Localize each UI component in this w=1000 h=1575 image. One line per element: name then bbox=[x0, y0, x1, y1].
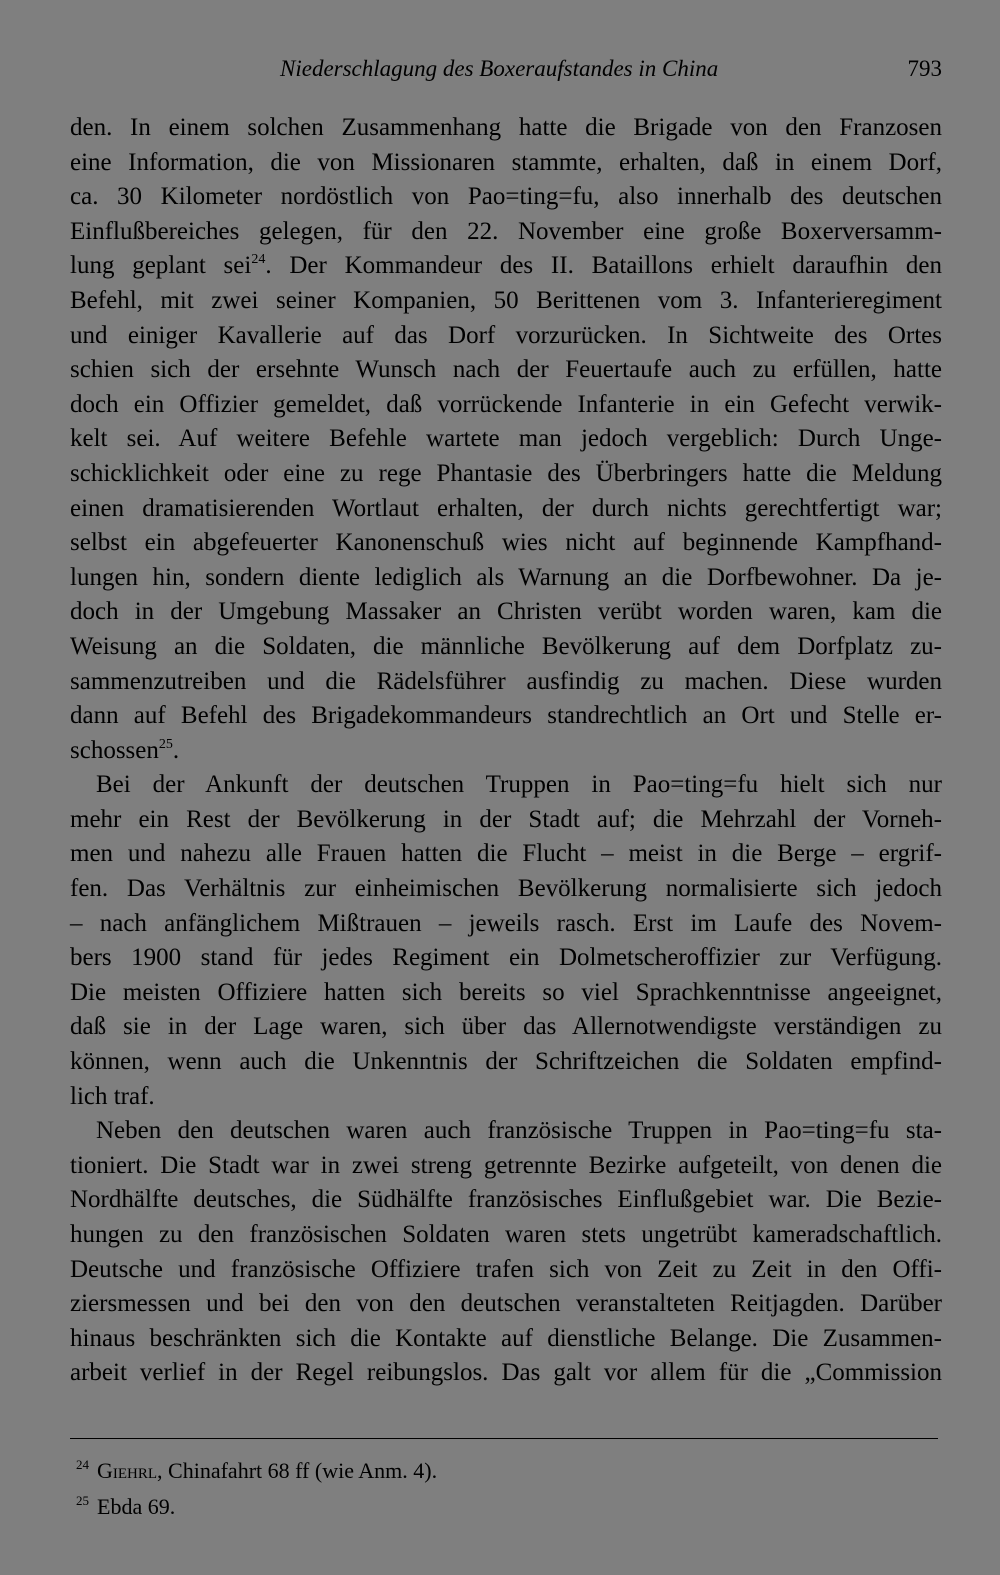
text-line: Neben den deutschen waren auch französische Truppen in Pao=ting=fu sta- bbox=[96, 1117, 942, 1145]
text-line: den. In einem solchen Zusammenhang hatte die Brigade von den Franzosen bbox=[70, 114, 942, 141]
text-line: doch ein Offizier gemeldet, daß vorrückende Infanterie in ein Gefecht verwik- bbox=[70, 390, 942, 418]
text-line: ziersmessen und bei den von den deutschen veranstalteten Reitjagden. Darüber bbox=[70, 1290, 942, 1318]
footnotes bbox=[76, 1450, 936, 1522]
footnote-text: , Chinafahrt 68 ff (wie Anm. 4). bbox=[157, 1458, 438, 1483]
text-line: schien sich der ersehnte Wunsch nach der Feuertaufe auch zu erfüllen, hatte bbox=[70, 356, 942, 384]
running-title: Niederschlagung des Boxeraufstandes in China bbox=[280, 56, 719, 81]
footnote bbox=[76, 1450, 936, 1486]
text-line: bers 1900 stand für jedes Regiment ein Dolmetscheroffizier zur Verfügung. bbox=[70, 944, 942, 972]
page-number: 793 bbox=[907, 56, 942, 81]
text-line: Weisung an die Soldaten, die männliche Bevölkerung auf dem Dorfplatz zu- bbox=[70, 632, 942, 660]
text-line: Befehl, mit zwei seiner Kompanien, 50 Berittenen vom 3. Infanterieregiment bbox=[70, 286, 942, 314]
text-line: daß sie in der Lage waren, sich über das Allernotwendigste verständigen zu bbox=[70, 1013, 942, 1041]
body-text bbox=[70, 111, 942, 1391]
text-line: kelt sei. Auf weitere Befehle wartete man jedoch vergeblich: Durch Unge- bbox=[70, 425, 942, 453]
text-line: hungen zu den französischen Soldaten waren stets ungetrübt kameradschaftlich. bbox=[70, 1221, 942, 1248]
text-line: hinaus beschränkten sich die Kontakte auf dienstliche Belange. Die Zusammen- bbox=[70, 1324, 942, 1352]
text-line: schicklichkeit oder eine zu rege Phantasie des Überbringers hatte die Meldung bbox=[70, 459, 942, 487]
footnote-author: Giehrl bbox=[97, 1458, 158, 1483]
text-line: sammenzutreiben und die Rädelsführer ausfindig zu machen. Diese wurden bbox=[70, 667, 942, 695]
footnote bbox=[76, 1486, 936, 1522]
text-line: men und nahezu alle Frauen hatten die Flucht – meist in die Berge – ergrif- bbox=[70, 840, 942, 868]
text-line: selbst ein abgefeuerter Kanonenschuß wies nicht auf beginnende Kampfhand- bbox=[70, 529, 942, 557]
footnote-number: 24 bbox=[76, 1457, 89, 1472]
text-line: Die meisten Offiziere hatten sich bereits so viel Sprachkenntnisse angeeignet, bbox=[70, 978, 942, 1006]
text-line: arbeit verlief in der Regel reibungslos. Das galt vor allem für die „Commission bbox=[70, 1359, 942, 1387]
text-line: lung geplant sei$^{24}$. Der Kommandeur des II. Bataillons erhielt daraufhin den bbox=[70, 252, 942, 280]
text-line: mehr ein Rest der Bevölkerung in der Stadt auf; die Mehrzahl der Vorneh- bbox=[70, 805, 942, 833]
text-line: eine Information, die von Missionaren stammte, erhalten, daß in einem Dorf, bbox=[70, 148, 942, 176]
footnote-divider bbox=[70, 1438, 938, 1439]
text-line: Nordhälfte deutsches, die Südhälfte französisches Einflußgebiet war. Die Bezie- bbox=[70, 1186, 942, 1214]
footnote-reference: 25 bbox=[158, 736, 173, 752]
text-line: dann auf Befehl des Brigadekommandeurs standrechtlich an Ort und Stelle er- bbox=[70, 702, 942, 730]
text-line: Einflußbereiches gelegen, für den 22. November eine große Boxerversamm- bbox=[70, 217, 942, 245]
footnote-reference: 24 bbox=[251, 252, 266, 268]
text-line: lungen hin, sondern diente lediglich als Warnung an die Dorfbewohner. Da je- bbox=[70, 563, 942, 591]
text-line: Deutsche und französische Offiziere trafen sich von Zeit zu Zeit in den Offi- bbox=[70, 1255, 942, 1283]
text-line: ca. 30 Kilometer nordöstlich von Pao=ting=fu, also innerhalb des deutschen bbox=[70, 183, 942, 211]
text-line: tioniert. Die Stadt war in zwei streng getrennte Bezirke aufgeteilt, von denen die bbox=[70, 1151, 942, 1179]
running-head bbox=[70, 52, 942, 86]
text-line: können, wenn auch die Unkenntnis der Schriftzeichen die Soldaten empfind- bbox=[70, 1048, 942, 1076]
footnote-text: Ebda 69. bbox=[97, 1494, 176, 1519]
text-line: lich traf. bbox=[70, 1082, 155, 1110]
footnote-number: 25 bbox=[76, 1493, 89, 1508]
text-line: fen. Das Verhältnis zur einheimischen Bevölkerung normalisierte sich jedoch bbox=[70, 875, 942, 903]
text-line: schossen$^{25}$. bbox=[70, 736, 180, 764]
text-line: doch in der Umgebung Massaker an Christen verübt worden waren, kam die bbox=[70, 598, 942, 626]
book-page bbox=[70, 0, 942, 1575]
text-line: und einiger Kavallerie auf das Dorf vorzurücken. In Sichtweite des Ortes bbox=[70, 321, 942, 349]
text-line: – nach anfänglichem Mißtrauen – jeweils rasch. Erst im Laufe des Novem- bbox=[70, 909, 942, 937]
text-line: einen dramatisierenden Wortlaut erhalten, der durch nichts gerechtfertigt war; bbox=[70, 494, 942, 522]
text-line: Bei der Ankunft der deutschen Truppen in Pao=ting=fu hielt sich nur bbox=[96, 771, 942, 799]
